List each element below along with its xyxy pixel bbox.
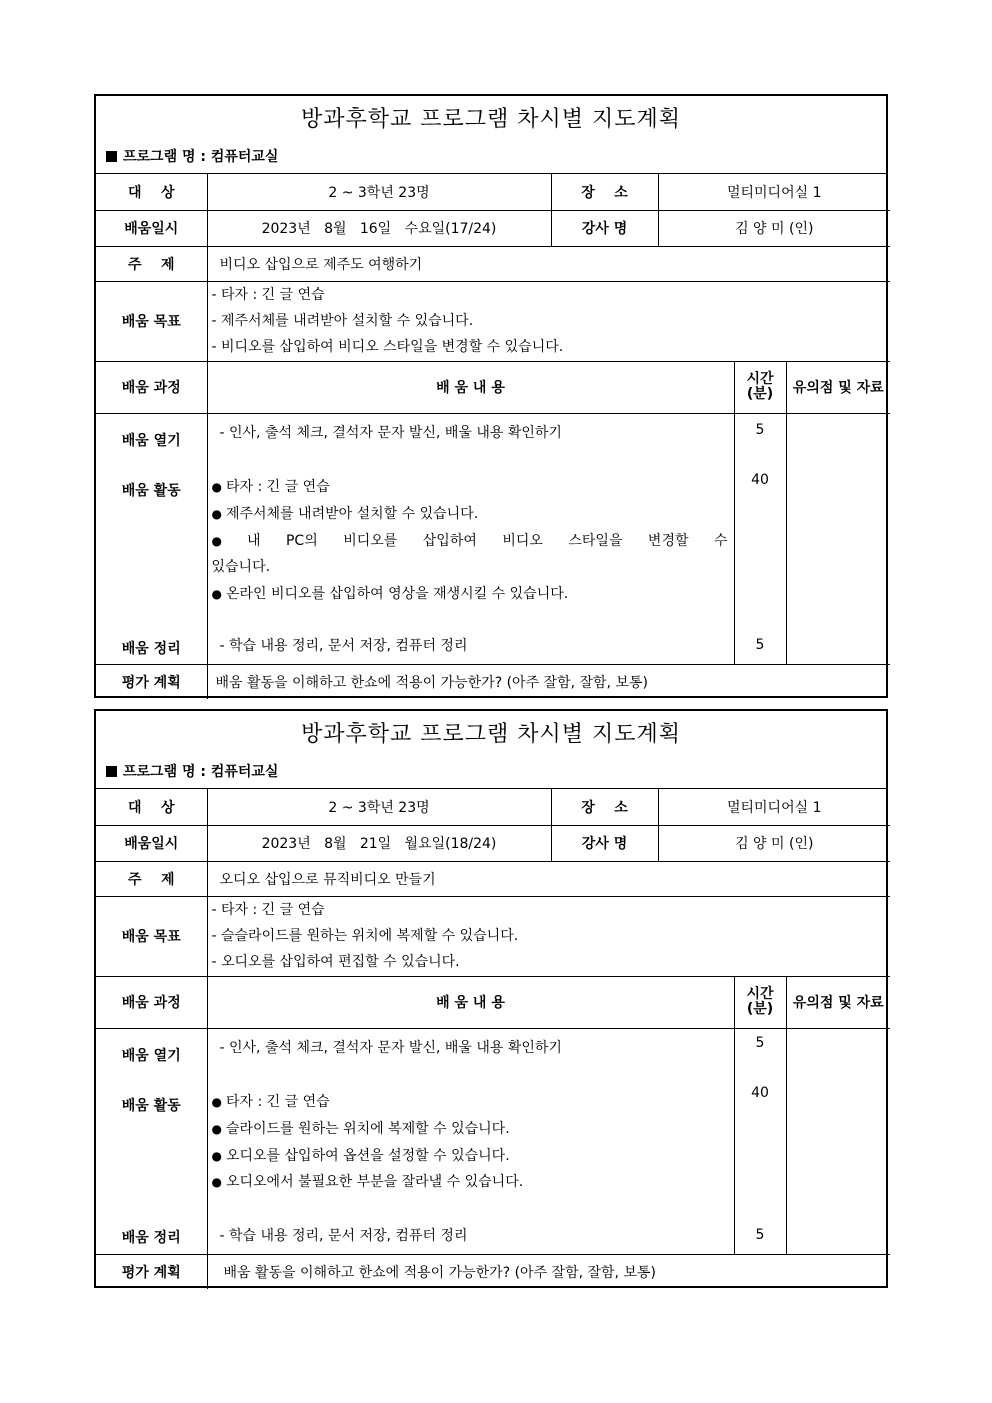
close-text: - 학습 내용 정리, 문서 저장, 컴퓨터 정리	[219, 1227, 468, 1244]
plan-table	[96, 174, 890, 699]
program-name: 프로그램 명 : 컴퓨터교실	[106, 146, 278, 166]
eval-label: 평가 계획	[96, 664, 207, 699]
stage-close: 배움 정리	[121, 1229, 181, 1246]
time-label: 시간 (분)	[734, 361, 786, 413]
notes-cell	[786, 1028, 890, 1254]
date-label: 배움일시	[96, 825, 207, 861]
activity-item: ● 온라인 비디오를 삽입하여 영상을 재생시킬 수 있습니다.	[211, 585, 569, 602]
time-open: 5	[755, 421, 765, 438]
eval-value: 배움 활동을 이해하고 한쇼에 적용이 가능한가? (아주 잘함, 잘함, 보통)	[207, 1254, 890, 1289]
stages-cell	[96, 413, 207, 664]
target-value: 2 ~ 3학년 23명	[207, 174, 551, 210]
goal-item: - 타자 : 긴 글 연습	[211, 287, 325, 303]
times-cell	[734, 413, 786, 664]
subject-value: 비디오 삽입으로 제주도 여행하기	[207, 246, 890, 281]
place-label: 장 소	[551, 174, 658, 210]
activity-item: ● 타자 : 긴 글 연습	[211, 1093, 330, 1110]
time-activity: 40	[751, 1084, 769, 1101]
goals-label: 배움 목표	[96, 896, 207, 976]
eval-value: 배움 활동을 이해하고 한쇼에 적용이 가능한가? (아주 잘함, 잘함, 보통)	[207, 664, 890, 699]
time-close: 5	[755, 1226, 765, 1243]
plan-title: 방과후학교 프로그램 차시별 지도계획	[300, 722, 681, 747]
program-name: 프로그램 명 : 컴퓨터교실	[106, 761, 278, 781]
lesson-plan-1	[94, 94, 888, 698]
goal-item: - 슬슬라이드를 원하는 위치에 복제할 수 있습니다.	[211, 928, 519, 944]
teacher-value: 김 양 미 (인)	[658, 210, 890, 246]
plan-table	[96, 789, 890, 1289]
process-label: 배움 과정	[96, 361, 207, 413]
square-bullet-icon	[106, 766, 117, 777]
contents-cell	[207, 413, 734, 664]
teacher-label: 강사 명	[551, 825, 658, 861]
subject-label: 주 제	[96, 246, 207, 281]
goals-list	[207, 896, 890, 976]
target-label: 대 상	[96, 789, 207, 825]
teacher-value: 김 양 미 (인)	[658, 825, 890, 861]
goal-item: - 오디오를 삽입하여 편집할 수 있습니다.	[211, 954, 460, 970]
goals-list	[207, 281, 890, 361]
goal-item: - 타자 : 긴 글 연습	[211, 902, 325, 918]
time-label: 시간 (분)	[734, 976, 786, 1028]
activity-item: ● 오디오를 삽입하여 옵션을 설정할 수 있습니다.	[211, 1147, 510, 1164]
target-label: 대 상	[96, 174, 207, 210]
target-value: 2 ~ 3학년 23명	[207, 789, 551, 825]
time-activity: 40	[751, 471, 769, 488]
stage-activity: 배움 활동	[121, 1097, 181, 1114]
open-text: - 인사, 출석 체크, 결석자 문자 발신, 배울 내용 확인하기	[219, 424, 562, 441]
teacher-label: 강사 명	[551, 210, 658, 246]
date-value: 2023년 8월 16일 수요일(17/24)	[207, 210, 551, 246]
process-label: 배움 과정	[96, 976, 207, 1028]
activity-item: ● 슬라이드를 원하는 위치에 복제할 수 있습니다.	[211, 1120, 510, 1137]
time-close: 5	[755, 636, 765, 653]
plan-header	[96, 711, 886, 789]
stage-open: 배움 열기	[121, 1047, 181, 1064]
square-bullet-icon	[106, 151, 117, 162]
date-value: 2023년 8월 21일 월요일(18/24)	[207, 825, 551, 861]
activity-item: ● 타자 : 긴 글 연습	[211, 478, 330, 495]
activity-item-continued: 있습니다.	[211, 558, 271, 575]
stages-cell	[96, 1028, 207, 1254]
place-value: 멀티미디어실 1	[658, 174, 890, 210]
place-value: 멀티미디어실 1	[658, 789, 890, 825]
eval-label: 평가 계획	[96, 1254, 207, 1289]
subject-value: 오디오 삽입으로 뮤직비디오 만들기	[207, 861, 890, 896]
date-label: 배움일시	[96, 210, 207, 246]
activity-item: ● 내 PC의 비디오를 삽입하여 비디오 스타일을 변경할 수	[211, 532, 728, 549]
place-label: 장 소	[551, 789, 658, 825]
plan-title: 방과후학교 프로그램 차시별 지도계획	[300, 107, 681, 132]
times-cell	[734, 1028, 786, 1254]
notes-label: 유의점 및 자료	[786, 976, 890, 1028]
time-open: 5	[755, 1034, 765, 1051]
goal-item: - 제주서체를 내려받아 설치할 수 있습니다.	[211, 313, 474, 329]
stage-close: 배움 정리	[121, 640, 181, 657]
notes-label: 유의점 및 자료	[786, 361, 890, 413]
activity-item: ● 오디오에서 불필요한 부분을 잘라낼 수 있습니다.	[211, 1173, 524, 1190]
goals-label: 배움 목표	[96, 281, 207, 361]
contents-cell	[207, 1028, 734, 1254]
close-text: - 학습 내용 정리, 문서 저장, 컴퓨터 정리	[219, 637, 468, 654]
activity-item: ● 제주서체를 내려받아 설치할 수 있습니다.	[211, 505, 479, 522]
notes-cell	[786, 413, 890, 664]
lesson-plan-2	[94, 709, 888, 1288]
content-label: 배 움 내 용	[207, 976, 734, 1028]
goal-item: - 비디오를 삽입하여 비디오 스타일을 변경할 수 있습니다.	[211, 339, 564, 355]
stage-open: 배움 열기	[121, 432, 181, 449]
subject-label: 주 제	[96, 861, 207, 896]
stage-activity: 배움 활동	[121, 482, 181, 499]
plan-header	[96, 96, 886, 174]
content-label: 배 움 내 용	[207, 361, 734, 413]
open-text: - 인사, 출석 체크, 결석자 문자 발신, 배울 내용 확인하기	[219, 1039, 562, 1056]
